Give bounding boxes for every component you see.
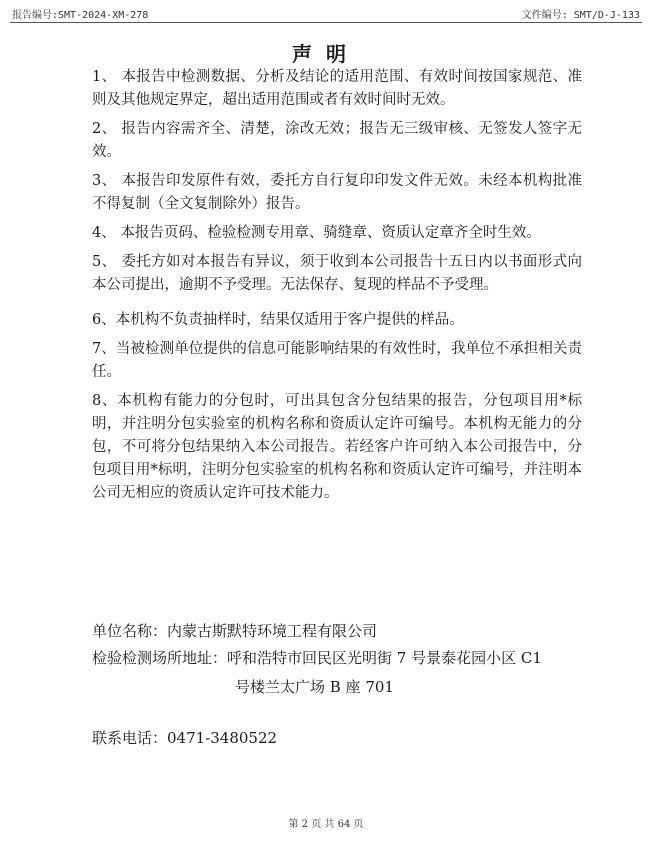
header-divider [10, 22, 642, 23]
statement-item: 2、 报告内容需齐全、清楚，涂改无效；报告无三级审核、无签发人签字无效。 [92, 121, 582, 160]
page-title: 声明 [292, 42, 360, 66]
company-name: 单位名称：内蒙古斯默特环境工程有限公司 [92, 622, 378, 640]
company-address-continued: 号楼兰太广场 B 座 701 [235, 678, 394, 696]
statement-item: 5、 委托方如对本报告有异议，须于收到本公司报告十五日内以书面形式向本公司提出，逾期不予受理。无法保存、复现的样品不予受理。 [92, 254, 582, 293]
statement-item: 1、 本报告中检测数据、分析及结论的适用范围、有效时间按国家规范、准则及其他规定界定，超出适用范围或者有效时间时无效。 [92, 69, 582, 108]
page-number: 第 2 页 共 64 页 [288, 819, 364, 830]
statement-list [92, 66, 582, 511]
document-number: 文件编号: SMT/D-J-133 [521, 10, 640, 21]
statement-item: 6、本机构不负责抽样时，结果仅适用于客户提供的样品。 [92, 312, 464, 328]
company-address: 检验检测场所地址：呼和浩特市回民区光明街 7 号景泰花园小区 C1 [92, 649, 542, 667]
company-phone: 联系电话：0471-3480522 [92, 729, 278, 747]
statement-item: 8、本机构有能力的分包时，可出具包含分包结果的报告，分包项目用*标明，并注明分包实验室的机构名称和资质认定许可编号。本机构无能力的分包，不可将分包结果纳入本公司报告。若经客户许可纳入本公司报告中，分包项目用*标明，注明分包实验室的机构名称和资质认定许可编号，并注明本公司无相应的资质认定许可技术能力。 [92, 393, 582, 501]
statement-item: 4、 本报告页码、检验检测专用章、骑缝章、资质认定章齐全时生效。 [92, 225, 541, 241]
statement-item: 3、 本报告印发原件有效，委托方自行复印印发文件无效。未经本机构批准不得复制（全文复制除外）报告。 [92, 173, 582, 212]
statement-item: 7、当被检测单位提供的信息可能影响结果的有效性时，我单位不承担相关责任。 [92, 341, 582, 380]
report-number: 报告编号:SMT-2024-XM-278 [12, 10, 149, 21]
